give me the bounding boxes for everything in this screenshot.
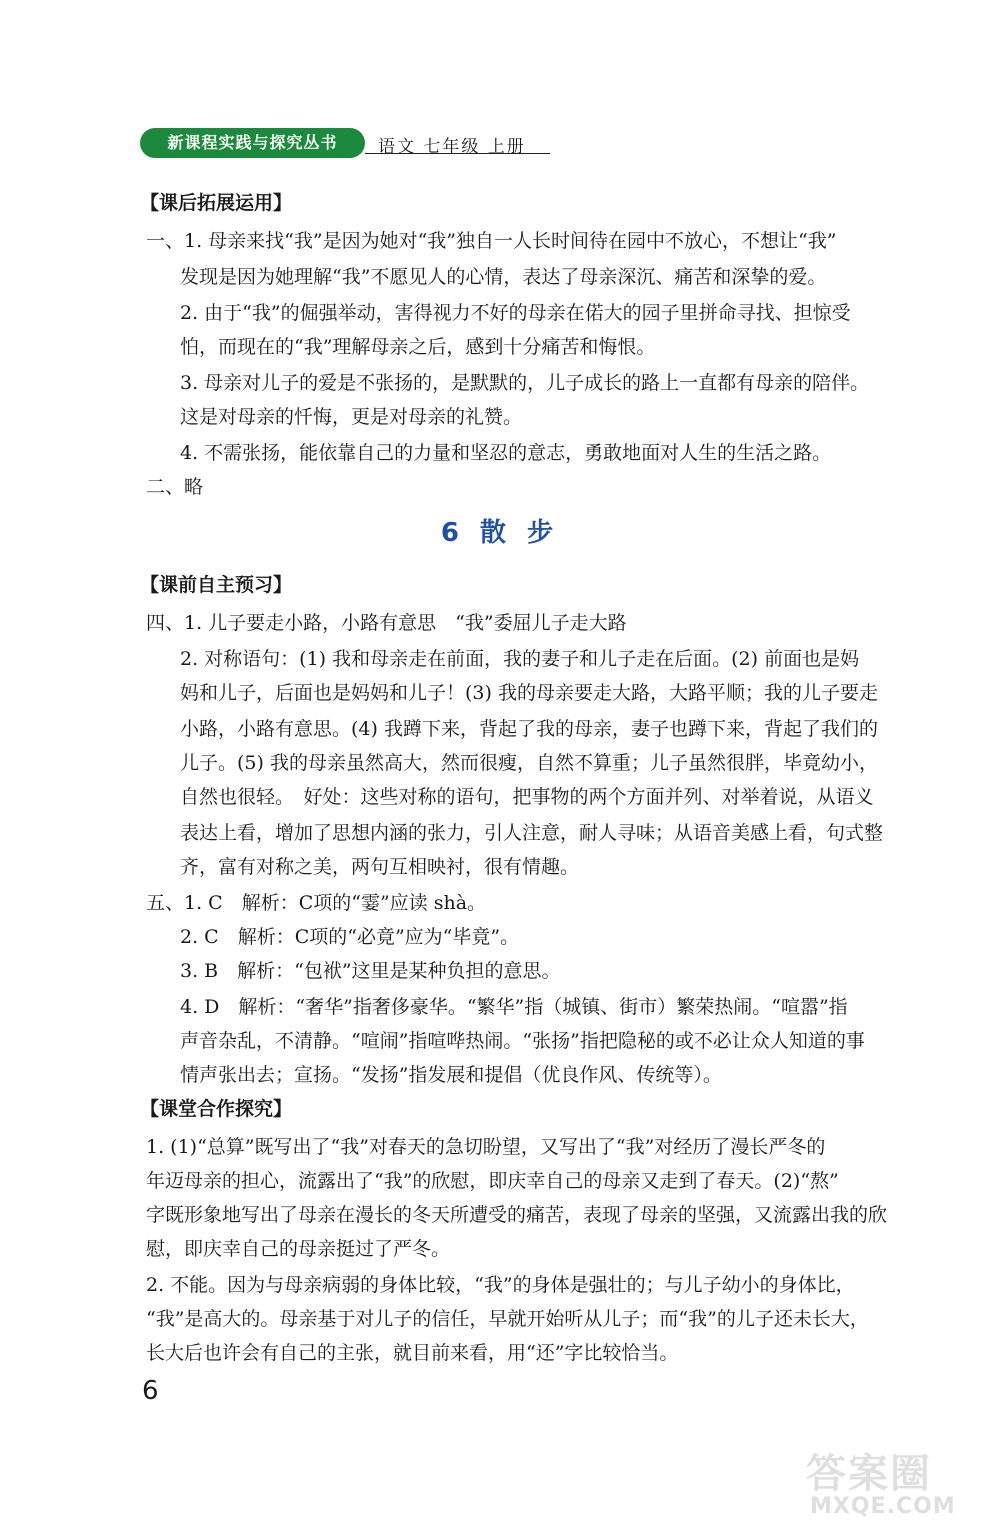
text-line: 字既形象地写出了母亲在漫长的冬天所遭受的痛苦，表现了母亲的坚强，又流露出我的欣 <box>146 1204 888 1226</box>
text-line: 2. 不能。因为与母亲病弱的身体比较，“我”的身体是强壮的；与儿子幼小的身体比， <box>146 1274 855 1296</box>
text-line: 2. 由于“我”的倔强举动，害得视力不好的母亲在偌大的园子里拼命寻找、担惊受 <box>180 302 851 324</box>
section-heading-after-class: 【课后拓展运用】 <box>140 192 293 214</box>
text-line: 表达上看，增加了思想内涵的张力，引人注意，耐人寻味；从语音美感上看，句式整 <box>180 822 884 844</box>
subject-label: 语文 七年级 上册 <box>378 137 526 157</box>
text-line: 2. 对称语句：(1) 我和母亲走在前面，我的妻子和儿子走在后面。(2) 前面也是妈 <box>180 648 860 670</box>
text-line: 长大后也许会有自己的主张，就目前来看，用“还”字比较恰当。 <box>146 1342 679 1364</box>
text-line: 3. 母亲对儿子的爱是不张扬的，是默默的，儿子成长的路上一直都有母亲的陪伴。 <box>180 372 870 394</box>
watermark-text: 答案圈 <box>806 1451 932 1497</box>
text-line: 齐，富有对称之美，两句互相映衬，很有情趣。 <box>180 856 580 878</box>
text-line: 4. D 解析：“奢华”指奢侈豪华。“繁华”指（城镇、街市）繁荣热闹。“喧嚣”指 <box>180 996 848 1018</box>
text-line: 3. B 解析：“包袱”这里是某种负担的意思。 <box>180 960 561 982</box>
text-line: 妈和儿子，后面也是妈妈和儿子！(3) 我的母亲要走大路，大路平顺；我的儿子要走 <box>180 682 878 704</box>
text-line: 五、1. C 解析：C项的“霎”应读 shà。 <box>146 892 487 914</box>
text-line: 四、1. 儿子要走小路，小路有意思 “我”委屈儿子走大路 <box>146 612 627 634</box>
text-line: 儿子。(5) 我的母亲虽然高大，然而很瘦，自然不算重；儿子虽然很胖，毕竟幼小， <box>180 752 878 774</box>
text-line: 情声张出去；宣扬。“发扬”指发展和提倡（优良作风、传统等）。 <box>180 1064 722 1086</box>
text-line: 慰，即庆幸自己的母亲挺过了严冬。 <box>146 1238 451 1260</box>
chapter-title: 6 散 步 <box>440 518 560 548</box>
header-rule <box>365 153 550 154</box>
text-line: 小路，小路有意思。(4) 我蹲下来，背起了我的母亲，妻子也蹲下来，背起了我们的 <box>180 718 878 740</box>
text-line: 怕，而现在的“我”理解母亲之后，感到十分痛苦和悔恨。 <box>180 336 656 358</box>
text-line: 一、1. 母亲来找“我”是因为她对“我”独自一人长时间待在园中不放心，不想让“我” <box>146 230 837 252</box>
text-line: 这是对母亲的忏悔，更是对母亲的礼赞。 <box>180 406 523 428</box>
text-line: 二、略 <box>146 476 204 498</box>
text-line: 年迈母亲的担心，流露出了“我”的欣慰，即庆幸自己的母亲又走到了春天。(2)“熬” <box>146 1170 839 1192</box>
text-line: 4. 不需张扬，能依靠自己的力量和坚忍的意志，勇敢地面对人生的生活之路。 <box>180 442 832 464</box>
text-line: 自然也很轻。 好处：这些对称的语句，把事物的两个方面并列、对举着说，从语义 <box>180 786 874 808</box>
section-heading-pre-class: 【课前自主预习】 <box>140 574 293 596</box>
page-number: 6 <box>142 1376 159 1406</box>
watermark-url: MXQE.COM <box>810 1494 956 1519</box>
series-title-badge: 新课程实践与探究丛书 <box>140 128 365 158</box>
watermark-logo <box>806 1442 986 1522</box>
text-line: “我”是高大的。母亲基于对儿子的信任，早就开始听从儿子；而“我”的儿子还未长大， <box>146 1308 869 1330</box>
section-heading-in-class: 【课堂合作探究】 <box>140 1098 293 1120</box>
text-line: 2. C 解析：C项的“必竟”应为“毕竟”。 <box>180 926 520 948</box>
text-line: 1. (1)“总算”既写出了“我”对春天的急切盼望，又写出了“我”对经历了漫长严冬的 <box>146 1136 826 1158</box>
text-line: 声音杂乱，不清静。“喧闹”指喧哗热闹。“张扬”指把隐秘的或不必让众人知道的事 <box>180 1030 865 1052</box>
book-header <box>140 128 550 158</box>
text-line: 发现是因为她理解“我”不愿见人的心情，表达了母亲深沉、痛苦和深挚的爱。 <box>180 266 827 288</box>
